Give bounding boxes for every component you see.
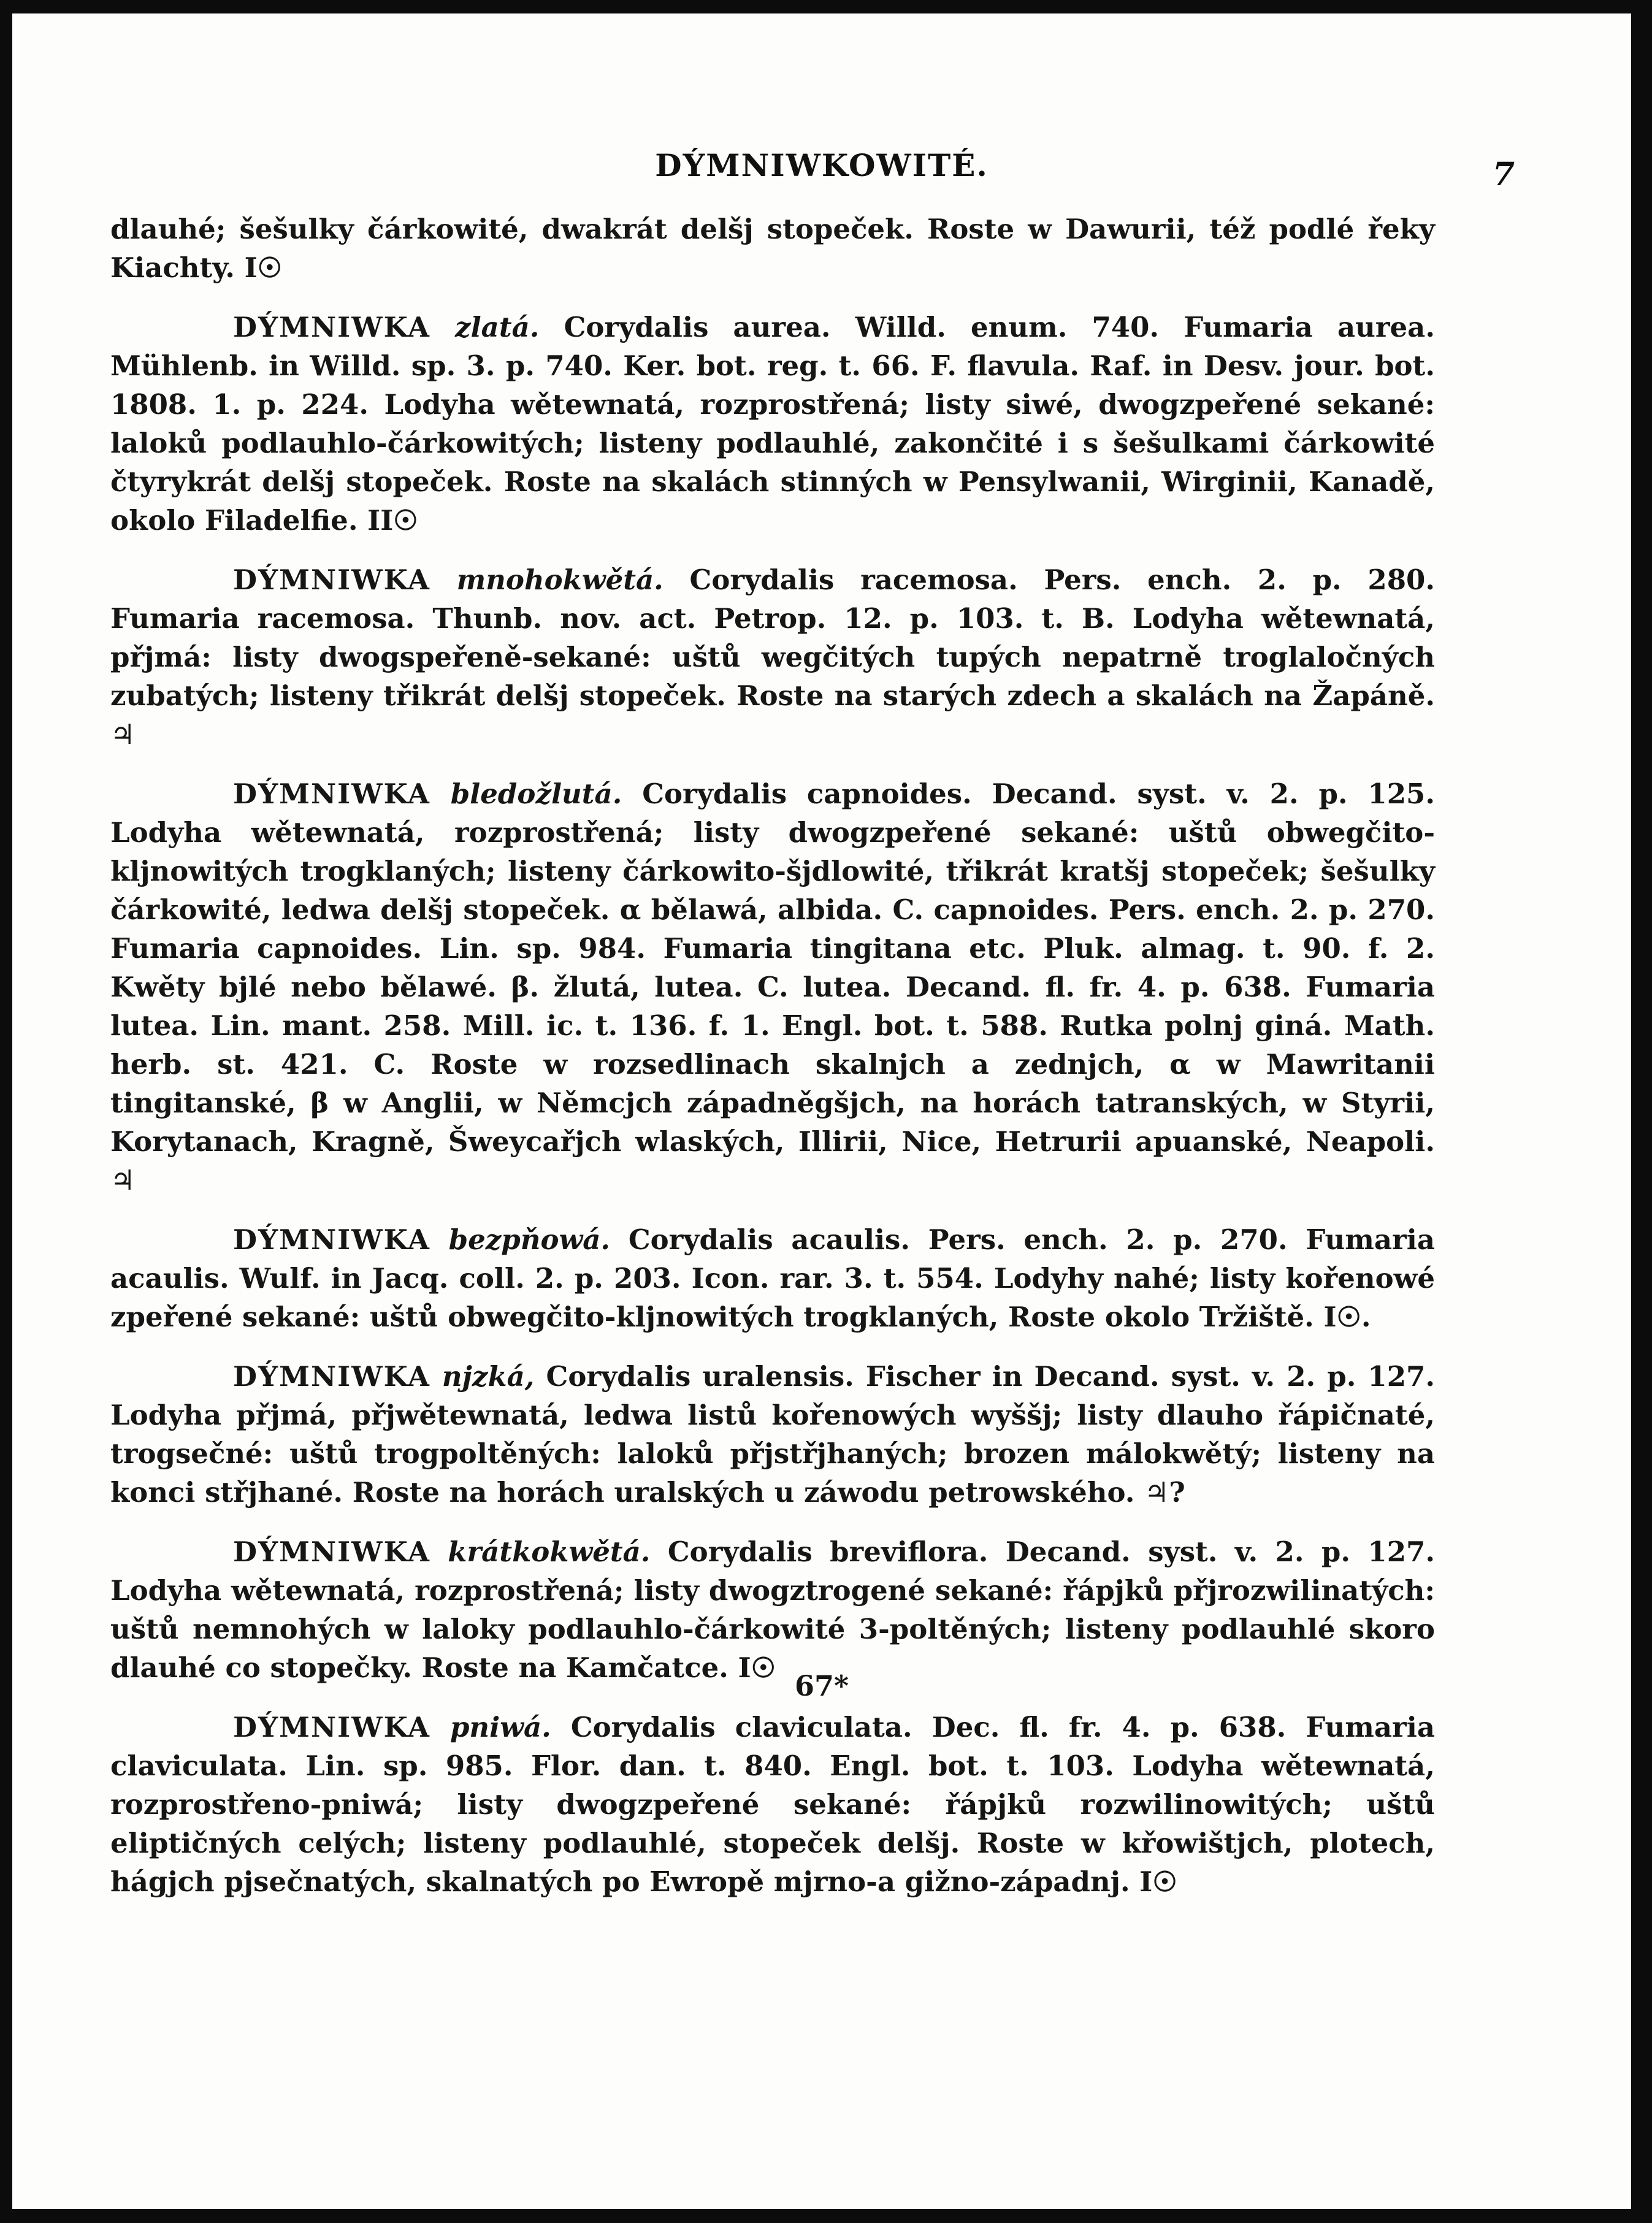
genus-name: DÝMNIWKA (233, 1223, 430, 1256)
body-text (110, 210, 1435, 1901)
genus-name: DÝMNIWKA (233, 311, 430, 343)
opening-paragraph: dlauhé; šešulky čárkowité, dwakrát delšj stopeček. Roste w Dawurii, též podlé řeky Kiachty. I☉ (110, 213, 1435, 284)
species-epithet: pniwá. (449, 1711, 551, 1743)
species-entry (110, 1532, 1435, 1687)
page-title: DÝMNIWKOWITÉ. (655, 147, 989, 183)
entry-description: Corydalis uralensis. Fischer in Decand. syst. v. 2. p. 127. Lodyha přjmá, přjwětewnatá, ledwa listů kořenowých wyššj; listy dlauho řápičnaté, trogsečné: uštů trogpoltěných: laloků přjstřjhaných; brozen málokwětý; listeny na konci střjhané. Roste na horách uralských u záwodu petrowského. ♃? (110, 1360, 1435, 1509)
running-header (12, 142, 1631, 197)
genus-name: DÝMNIWKA (233, 778, 430, 810)
genus-name: DÝMNIWKA (233, 1536, 430, 1568)
species-epithet: mnohokwětá. (456, 564, 663, 596)
signature-mark: 67* (794, 1669, 849, 1702)
species-epithet: bledožlutá. (450, 778, 622, 810)
entry-description: Corydalis claviculata. Dec. fl. fr. 4. p. 638. Fumaria claviculata. Lin. sp. 985. Flor. dan. t. 840. Engl. bot. t. 103. Lodyha wětewnatá, rozprostřeno-pniwá; listy dwogzpeřené sekané: řápjků rozwilinowitých; uštů eliptičných celých; listeny podlauhlé, stopeček delšj. Roste w křowištjch, plotech, hágjch pjsečnatých, skalnatých po Ewropě mjrno-a gižno-západnj. I☉ (110, 1711, 1436, 1898)
species-entry (110, 1220, 1435, 1336)
species-entry (110, 561, 1435, 754)
species-entry (110, 1708, 1435, 1901)
species-epithet: zlatá. (455, 311, 540, 343)
entry-description: Corydalis capnoides. Decand. syst. v. 2. p. 125. Lodyha wětewnatá, rozprostřená; listy dwogzpeřené sekané: uštů obwegčito-kljnowitých trogklaných; listeny čárkowito-šjdlowité, třikrát kratšj stopeček; šešulky čárkowité, ledwa delšj stopeček. α bělawá, albida. C. capnoides. Pers. ench. 2. p. 270. Fumaria capnoides. Lin. sp. 984. Fumaria tingitana etc. Pluk. almag. t. 90. f. 2. Kwěty bjlé nebo bělawé. β. žlutá, lutea. C. lutea. Decand. fl. fr. 4. p. 638. Fumaria lutea. Lin. mant. 258. Mill. ic. t. 136. f. 1. Engl. bot. t. 588. Rutka polnj giná. Math. herb. st. 421. C. Roste w rozsedlinach skalnjch a zednjch, α w Mawritanii tingitanské, β w Anglii, w Němcjch západněgšjch, na horách tatranských, w Styrii, Korytanach, Kragně, Šweycařjch wlaských, Illirii, Nice, Hetrurii apuanské, Neapoli. ♃ (110, 778, 1436, 1196)
entry-description: Corydalis breviflora. Decand. syst. v. 2. p. 127. Lodyha wětewnatá, rozprostřená; listy dwogztrogené sekané: řápjků přjrozwilinatých: uštů nemnohých w laloky podlauhlo-čárkowité 3-poltěných; listeny podlauhlé skoro dlauhé co stopečky. Roste na Kamčatce. I☉ (110, 1536, 1436, 1684)
entry-description: Corydalis racemosa. Pers. ench. 2. p. 280. Fumaria racemosa. Thunb. nov. act. Petrop. 12. p. 103. t. B. Lodyha wětewnatá, přjmá: listy dwogspeřeně-sekané: uštů wegčitých tupých nepatrně troglaločných zubatých; listeny třikrát delšj stopeček. Roste na starých zdech a skalách na Žapáně. ♃ (110, 564, 1436, 751)
entry-description: Corydalis aurea. Willd. enum. 740. Fumaria aurea. Mühlenb. in Willd. sp. 3. p. 740. Ker. bot. reg. t. 66. F. flavula. Raf. in Desv. jour. bot. 1808. 1. p. 224. Lodyha wětewnatá, rozprostřená; listy siwé, dwogzpeřené sekané: laloků podlauhlo-čárkowitých; listeny podlauhlé, zakončité i s šešulkami čárkowité čtyrykrát delšj stopeček. Roste na skalách stinných w Pensylwanii, Wirginii, Kanadě, okolo Filadelfie. II☉ (110, 311, 1436, 537)
species-epithet: njzká, (442, 1360, 535, 1393)
genus-name: DÝMNIWKA (233, 1360, 430, 1393)
page-number: 7 (1492, 156, 1515, 193)
species-entry (110, 308, 1435, 540)
genus-name: DÝMNIWKA (233, 564, 430, 596)
entry-description: Corydalis acaulis. Pers. ench. 2. p. 270. Fumaria acaulis. Wulf. in Jacq. coll. 2. p. 203. Icon. rar. 3. t. 554. Lodyhy nahé; listy kořenowé zpeřené sekané: uštů obwegčito-kljnowitých trogklaných, Roste okolo Tržiště. I☉. (110, 1223, 1436, 1333)
species-epithet: krátkokwětá. (448, 1536, 651, 1568)
species-entry (110, 775, 1435, 1200)
genus-name: DÝMNIWKA (233, 1711, 430, 1743)
book-page (12, 13, 1631, 2209)
species-entry (110, 1357, 1435, 1512)
species-epithet: bezpňowá. (448, 1223, 611, 1256)
